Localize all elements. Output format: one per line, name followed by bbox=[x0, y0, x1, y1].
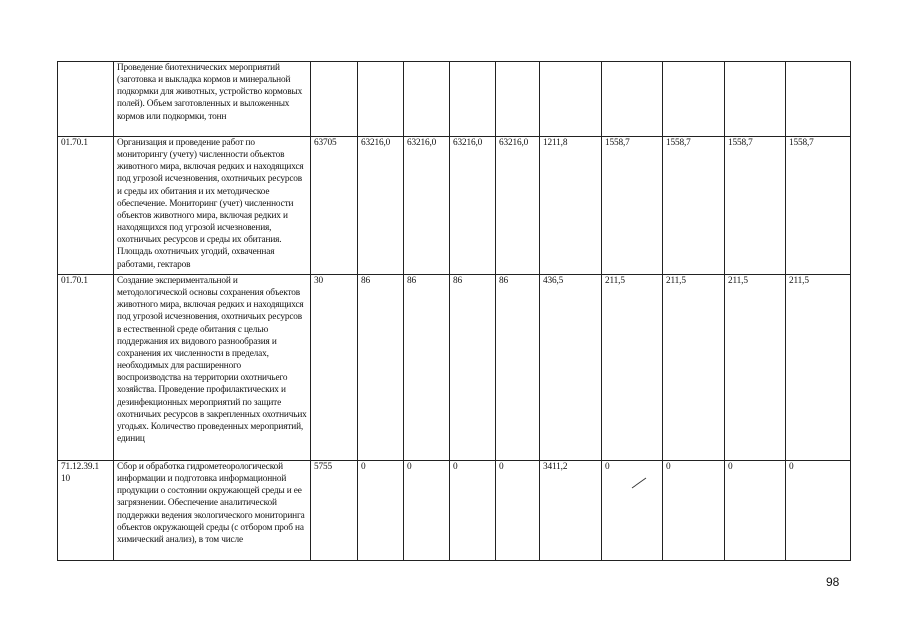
row-value-5 bbox=[496, 62, 540, 137]
row-value-7 bbox=[602, 62, 663, 137]
row-value-5: 86 bbox=[496, 275, 540, 461]
row-value-7: 0 bbox=[602, 461, 663, 561]
row-value-2: 86 bbox=[358, 275, 404, 461]
row-value-9 bbox=[725, 62, 786, 137]
row-value-6: 436,5 bbox=[540, 275, 602, 461]
pen-mark bbox=[630, 476, 650, 490]
row-value-8: 0 bbox=[663, 461, 725, 561]
row-value-4: 86 bbox=[450, 275, 496, 461]
row-value-8 bbox=[663, 62, 725, 137]
row-value-10: 211,5 bbox=[786, 275, 851, 461]
row-code bbox=[58, 62, 114, 137]
table-row bbox=[58, 275, 851, 461]
row-value-3: 63216,0 bbox=[404, 137, 450, 275]
row-description: Проведение биотехнических мероприятий (заготовка и выкладка кормов и минеральной подкормки для животных, устройство кормовых полей). Объем заготовленных и выложенных кормов или подкормки, тонн bbox=[114, 62, 311, 137]
row-value-10 bbox=[786, 62, 851, 137]
table-row bbox=[58, 137, 851, 275]
row-value-2: 63216,0 bbox=[358, 137, 404, 275]
row-value-4: 0 bbox=[450, 461, 496, 561]
row-value-6: 1211,8 bbox=[540, 137, 602, 275]
row-value-3: 0 bbox=[404, 461, 450, 561]
row-value-8: 211,5 bbox=[663, 275, 725, 461]
row-value-5: 0 bbox=[496, 461, 540, 561]
row-value-4 bbox=[450, 62, 496, 137]
row-code: 01.70.1 bbox=[58, 137, 114, 275]
row-value-3 bbox=[404, 62, 450, 137]
row-value-1 bbox=[311, 62, 358, 137]
row-value-10: 0 bbox=[786, 461, 851, 561]
row-value-7: 1558,7 bbox=[602, 137, 663, 275]
row-value-6: 3411,2 bbox=[540, 461, 602, 561]
row-code: 71.12.39.1 10 bbox=[58, 461, 114, 561]
row-value-1: 63705 bbox=[311, 137, 358, 275]
row-value-8: 1558,7 bbox=[663, 137, 725, 275]
table-row bbox=[58, 461, 851, 561]
row-value-1: 5755 bbox=[311, 461, 358, 561]
row-value-2: 0 bbox=[358, 461, 404, 561]
row-value-7: 211,5 bbox=[602, 275, 663, 461]
row-value-2 bbox=[358, 62, 404, 137]
row-description: Создание экспериментальной и методологической основы сохранения объектов животного мира, включая редких и находящихся под угрозой исчезновения, охотничьих ресурсов в естественной среде обитания с целью поддержания их видового разнообразия и сохранения их численности в пределах, необходимых для расширенного воспроизводства на территории охотничьего хозяйства. Проведение профилактических и дезинфекционных мероприятий по защите охотничьих ресурсов в закрепленных охотничьих угодьях. Количество проведенных мероприятий, единиц bbox=[114, 275, 311, 461]
table-row bbox=[58, 62, 851, 137]
row-value-5: 63216,0 bbox=[496, 137, 540, 275]
row-value-4: 63216,0 bbox=[450, 137, 496, 275]
page-number: 98 bbox=[826, 575, 840, 589]
row-value-9: 1558,7 bbox=[725, 137, 786, 275]
row-value-1: 30 bbox=[311, 275, 358, 461]
row-value-9: 211,5 bbox=[725, 275, 786, 461]
row-value-6 bbox=[540, 62, 602, 137]
row-code: 01.70.1 bbox=[58, 275, 114, 461]
data-table bbox=[57, 61, 851, 561]
row-value-3: 86 bbox=[404, 275, 450, 461]
row-description: Сбор и обработка гидрометеорологической информации и подготовка информационной продукции о состоянии окружающей среды и ее загрязнении. Обеспечение аналитической поддержки ведения экологического мониторинга объектов окружающей среды (с отбором проб на химический анализ), в том числе bbox=[114, 461, 311, 561]
row-value-10: 1558,7 bbox=[786, 137, 851, 275]
row-value-9: 0 bbox=[725, 461, 786, 561]
row-description: Организация и проведение работ по мониторингу (учету) численности объектов животного мира, включая редких и находящихся под угрозой исчезновения, охотничьих ресурсов и среды их обитания и их методическое обеспечение. Мониторинг (учет) численности объектов животного мира, включая редких и находящихся под угрозой исчезновения, охотничьих ресурсов и среды их обитания. Площадь охотничьих угодий, охваченная работами, гектаров bbox=[114, 137, 311, 275]
